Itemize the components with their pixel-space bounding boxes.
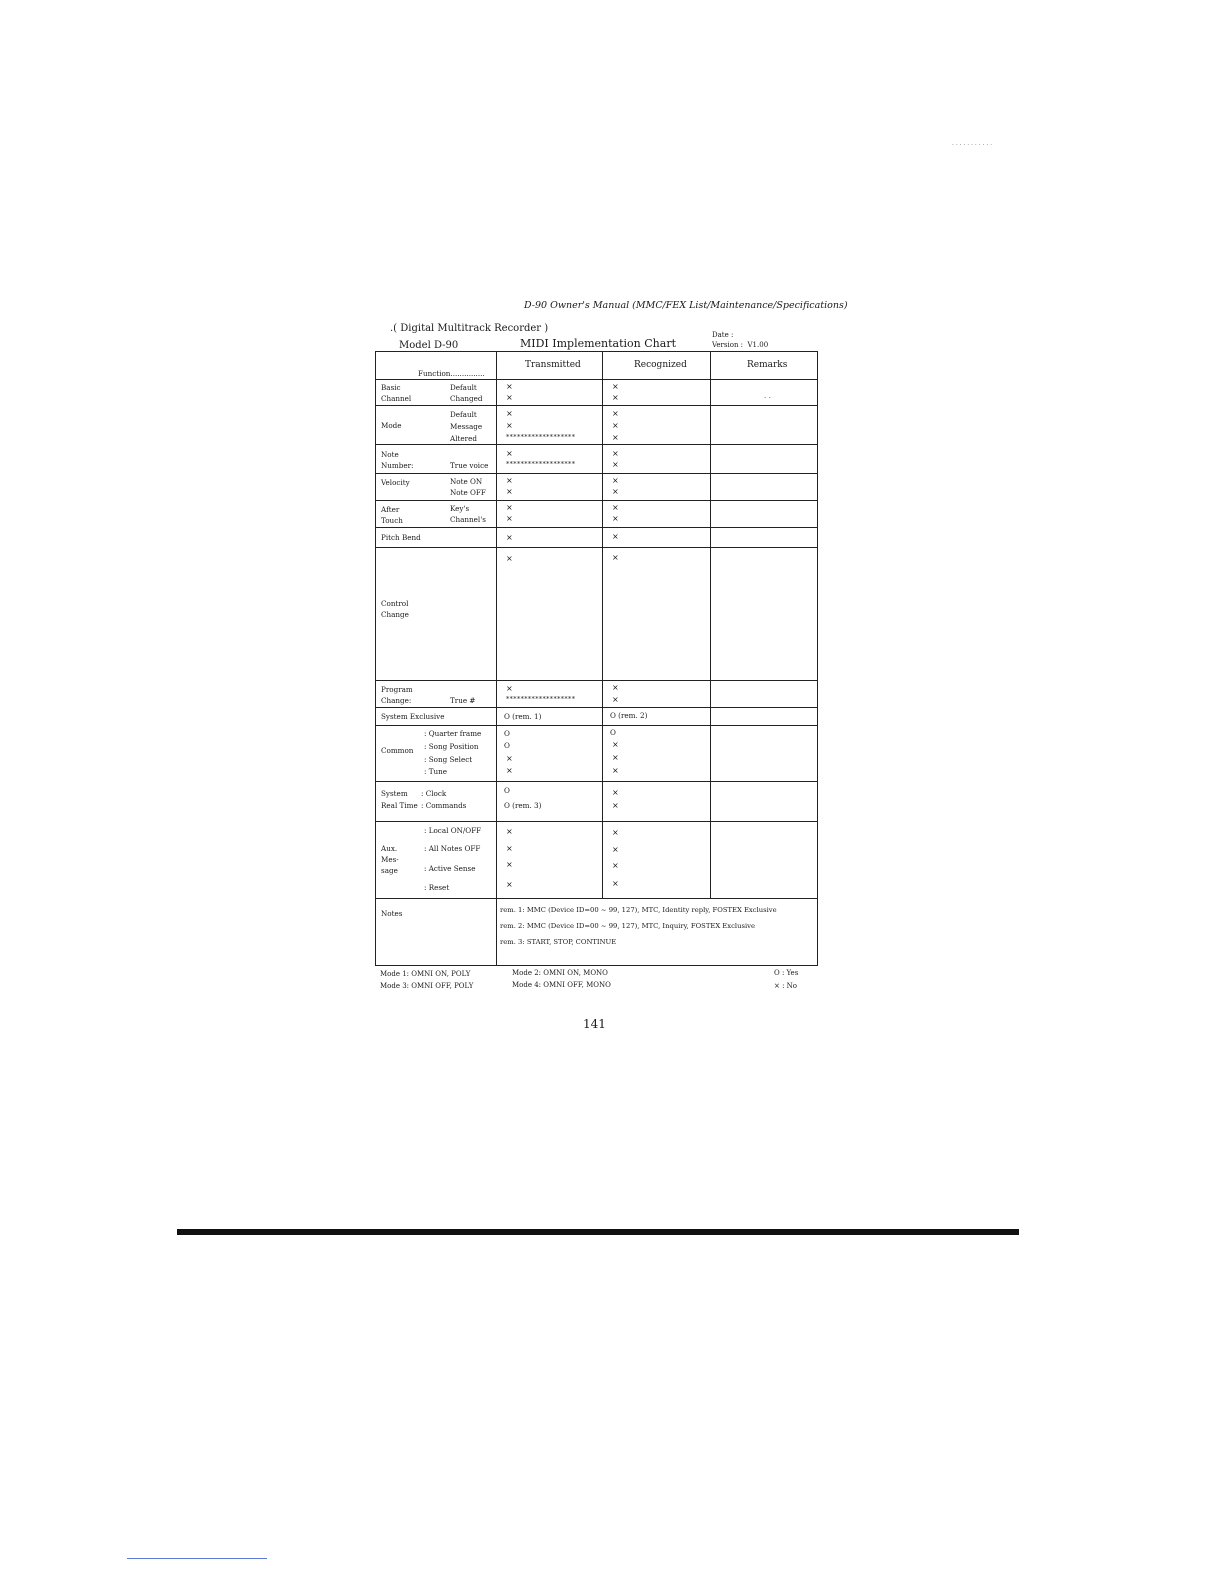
program-change-recognized-1: × xyxy=(612,683,619,692)
row-divider xyxy=(376,444,817,445)
aux-transmitted-active-sense: × xyxy=(506,860,513,869)
velocity-sub-note-off: Note OFF xyxy=(450,488,486,497)
footer-link-underline[interactable] xyxy=(127,1558,267,1559)
program-change-sub-true: True # xyxy=(450,696,476,705)
common-sub-quarter-frame: : Quarter frame xyxy=(424,729,482,738)
program-change-transmitted-true: ******************* xyxy=(506,695,576,703)
row-divider xyxy=(376,707,817,708)
system-exclusive-transmitted: O (rem. 1) xyxy=(504,712,542,721)
velocity-transmitted-off: × xyxy=(506,487,513,496)
legend-mode-4: Mode 4: OMNI OFF, MONO xyxy=(512,981,611,989)
pitch-bend-label: Pitch Bend xyxy=(381,533,421,542)
realtime-sub-clock: : Clock xyxy=(421,789,447,798)
legend-yes: O : Yes xyxy=(774,969,799,977)
program-change-recognized-true: × xyxy=(612,695,619,704)
notes-rem-3: rem. 3: START, STOP, CONTINUE xyxy=(500,938,617,946)
after-recognized-keys: × xyxy=(612,503,619,512)
after-label-1: After xyxy=(381,505,400,514)
row-divider xyxy=(376,527,817,528)
realtime-label-2: Real Time xyxy=(381,801,418,810)
realtime-recognized-commands: × xyxy=(612,801,619,810)
aux-sub-all-notes-off: : All Notes OFF xyxy=(424,844,481,853)
note-transmitted-true-voice: ******************* xyxy=(506,460,576,468)
aux-transmitted-reset: × xyxy=(506,880,513,889)
common-sub-song-select: : Song Select xyxy=(424,755,473,764)
common-transmitted-quarter-frame: O xyxy=(504,729,510,738)
row-divider xyxy=(376,379,817,380)
control-change-label-1: Control xyxy=(381,599,409,608)
after-transmitted-channels: × xyxy=(506,514,513,523)
aux-recognized-reset: × xyxy=(612,879,619,888)
pitch-bend-transmitted: × xyxy=(506,533,513,542)
aux-recognized-active-sense: × xyxy=(612,861,619,870)
row-divider xyxy=(376,500,817,501)
realtime-sub-commands: : Commands xyxy=(421,801,467,810)
velocity-sub-note-on: Note ON xyxy=(450,477,483,486)
legend-mode-1: Mode 1: OMNI ON, POLY xyxy=(380,970,471,978)
column-divider xyxy=(602,352,603,898)
scan-specks: . . . . . . . . . . . xyxy=(952,140,993,147)
date-version-block xyxy=(712,330,768,350)
control-change-label-2: Change xyxy=(381,610,409,619)
row-divider xyxy=(376,547,817,548)
common-label: Common xyxy=(381,746,414,755)
mode-transmitted-message: × xyxy=(506,421,513,430)
after-transmitted-keys: × xyxy=(506,503,513,512)
common-sub-tune: : Tune xyxy=(424,767,448,776)
midi-implementation-table xyxy=(375,351,818,966)
notes-rem-1: rem. 1: MMC (Device ID=00 ~ 99, 127), MTC, Identity reply, FOSTEX Exclusive xyxy=(500,906,777,914)
mode-recognized-default: × xyxy=(612,409,619,418)
aux-transmitted-local: × xyxy=(506,827,513,836)
manual-title: D-90 Owner's Manual (MMC/FEX List/Maintenance/Specifications) xyxy=(524,300,848,311)
basic-transmitted-default: × xyxy=(506,382,513,391)
common-recognized-song-select: × xyxy=(612,753,619,762)
row-divider xyxy=(376,680,817,681)
row-divider xyxy=(376,821,817,822)
aux-transmitted-all-notes-off: × xyxy=(506,844,513,853)
control-change-recognized: × xyxy=(612,553,619,562)
row-divider xyxy=(376,898,817,899)
bottom-rule xyxy=(177,1229,1019,1235)
after-sub-channels: Channel's xyxy=(450,515,486,524)
legend-mode-3: Mode 3: OMNI OFF, POLY xyxy=(380,982,474,990)
notes-label: Notes xyxy=(381,909,403,918)
note-sub-true-voice: True voice xyxy=(450,461,489,470)
product-line: .( Digital Multitrack Recorder ) xyxy=(390,323,549,334)
version-value: V1.00 xyxy=(747,341,769,349)
control-change-transmitted: × xyxy=(506,554,513,563)
common-transmitted-tune: × xyxy=(506,766,513,775)
note-label-1: Note xyxy=(381,450,399,459)
mode-transmitted-default: × xyxy=(506,409,513,418)
common-recognized-tune: × xyxy=(612,766,619,775)
note-label-2: Number: xyxy=(381,461,414,470)
program-change-label-1: Program xyxy=(381,685,413,694)
note-recognized-1: × xyxy=(612,449,619,458)
after-recognized-channels: × xyxy=(612,514,619,523)
velocity-label: Velocity xyxy=(381,478,410,487)
velocity-transmitted-on: × xyxy=(506,476,513,485)
basic-label-2: Channel xyxy=(381,394,412,403)
velocity-recognized-off: × xyxy=(612,487,619,496)
after-label-2: Touch xyxy=(381,516,403,525)
basic-remarks: · · xyxy=(764,393,771,402)
version-line xyxy=(712,340,768,350)
aux-sub-reset: : Reset xyxy=(424,883,450,892)
program-change-transmitted-1: × xyxy=(506,684,513,693)
basic-sub-default: Default xyxy=(450,383,477,392)
mode-recognized-message: × xyxy=(612,421,619,430)
mode-sub-message: Message xyxy=(450,422,483,431)
realtime-recognized-clock: × xyxy=(612,788,619,797)
aux-label-1: Aux. xyxy=(381,844,398,853)
row-divider xyxy=(376,725,817,726)
aux-recognized-all-notes-off: × xyxy=(612,845,619,854)
header-remarks: Remarks xyxy=(747,360,788,370)
mode-sub-default: Default xyxy=(450,410,477,419)
header-transmitted: Transmitted xyxy=(525,360,581,370)
common-recognized-quarter-frame: O xyxy=(610,728,616,737)
velocity-recognized-on: × xyxy=(612,476,619,485)
basic-recognized-default: × xyxy=(612,382,619,391)
row-divider xyxy=(376,781,817,782)
header-recognized: Recognized xyxy=(634,360,687,370)
aux-sub-local: : Local ON/OFF xyxy=(424,826,482,835)
mode-sub-altered: Altered xyxy=(450,434,477,443)
chart-title: MIDI Implementation Chart xyxy=(520,337,676,350)
common-transmitted-song-position: O xyxy=(504,741,510,750)
system-exclusive-recognized: O (rem. 2) xyxy=(610,711,648,720)
common-sub-song-position: : Song Position xyxy=(424,742,479,751)
basic-recognized-changed: × xyxy=(612,393,619,402)
aux-label-3: sage xyxy=(381,866,398,875)
pitch-bend-recognized: × xyxy=(612,532,619,541)
realtime-label-1: System xyxy=(381,789,408,798)
notes-rem-2: rem. 2: MMC (Device ID=00 ~ 99, 127), MTC, Inquiry, FOSTEX Exclusive xyxy=(500,922,755,930)
note-recognized-true-voice: × xyxy=(612,460,619,469)
basic-label-1: Basic xyxy=(381,383,401,392)
aux-recognized-local: × xyxy=(612,828,619,837)
realtime-transmitted-commands: O (rem. 3) xyxy=(504,801,542,810)
aux-sub-active-sense: : Active Sense xyxy=(424,864,476,873)
program-change-label-2: Change: xyxy=(381,696,412,705)
date-label: Date : xyxy=(712,331,734,339)
model-label: Model D-90 xyxy=(399,340,459,351)
mode-label: Mode xyxy=(381,421,402,430)
note-transmitted-1: × xyxy=(506,449,513,458)
basic-transmitted-changed: × xyxy=(506,393,513,402)
column-divider xyxy=(710,352,711,898)
system-exclusive-label: System Exclusive xyxy=(381,712,445,721)
realtime-transmitted-clock: O xyxy=(504,786,510,795)
legend-no: × : No xyxy=(774,982,798,990)
aux-label-2: Mes- xyxy=(381,855,399,864)
page-number: 141 xyxy=(583,1017,606,1031)
common-recognized-song-position: × xyxy=(612,740,619,749)
mode-recognized-altered: × xyxy=(612,433,619,442)
header-function: Function............... xyxy=(418,369,485,378)
basic-sub-changed: Changed xyxy=(450,394,483,403)
row-divider xyxy=(376,473,817,474)
common-transmitted-song-select: × xyxy=(506,754,513,763)
after-sub-keys: Key's xyxy=(450,504,470,513)
legend-mode-2: Mode 2: OMNI ON, MONO xyxy=(512,969,608,977)
version-label: Version : xyxy=(712,341,744,349)
mode-transmitted-altered: ******************* xyxy=(506,433,576,441)
row-divider xyxy=(376,405,817,406)
